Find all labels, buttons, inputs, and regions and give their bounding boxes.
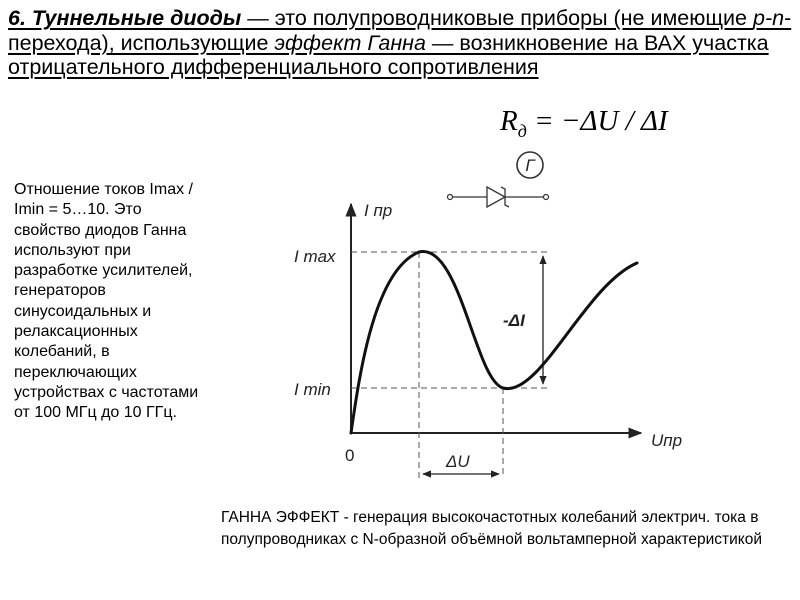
y-axis-label: I пр	[364, 201, 393, 220]
gunn-effect-definition: ГАННА ЭФФЕКТ - генерация высокочастотных колебаний электрич. тока в полупроводниках с N-образной объёмной вольтамперной характеристикой	[221, 509, 763, 548]
terminal-right	[544, 195, 549, 200]
diode-triangle	[487, 187, 505, 207]
origin-label: 0	[345, 446, 355, 465]
formula-rhs: = −ΔU / ΔI	[526, 105, 668, 137]
gunn-diode-symbol	[448, 152, 549, 207]
formula-lhs: R	[500, 105, 518, 137]
iv-curve	[351, 251, 637, 433]
terminal-left	[448, 195, 453, 200]
formula-sub: д	[517, 120, 527, 141]
delta-i-label: -ΔI	[503, 311, 525, 330]
heading-text-3: — возникновение на ВАХ участка отрицательного дифференциального сопротивления	[8, 30, 769, 79]
imax-label: I max	[294, 247, 336, 266]
x-axis-label: Uпр	[651, 431, 683, 450]
heading-text-1: — это полупроводниковые приборы (не имеющие	[241, 6, 753, 30]
heading-term: 6. Туннельные диоды	[8, 6, 242, 30]
imin-label: I min	[294, 380, 331, 399]
heading-pn: p-n	[752, 6, 785, 30]
heading-text-2: -перехода), использующие	[8, 6, 792, 55]
symbol-letter: Г	[525, 156, 535, 175]
heading-effect: эффект Ганна	[274, 30, 426, 55]
delta-u-label: ΔU	[446, 452, 470, 471]
ratio-note: Отношение токов Imax / Imin = 5…10. Это свойство диодов Ганна используют при разработке усилителей, генераторов синусоидальных и релаксационных колебаний, в переключающих устройствах с частотами от 100 МГц до 10 ГГц.	[14, 181, 199, 422]
